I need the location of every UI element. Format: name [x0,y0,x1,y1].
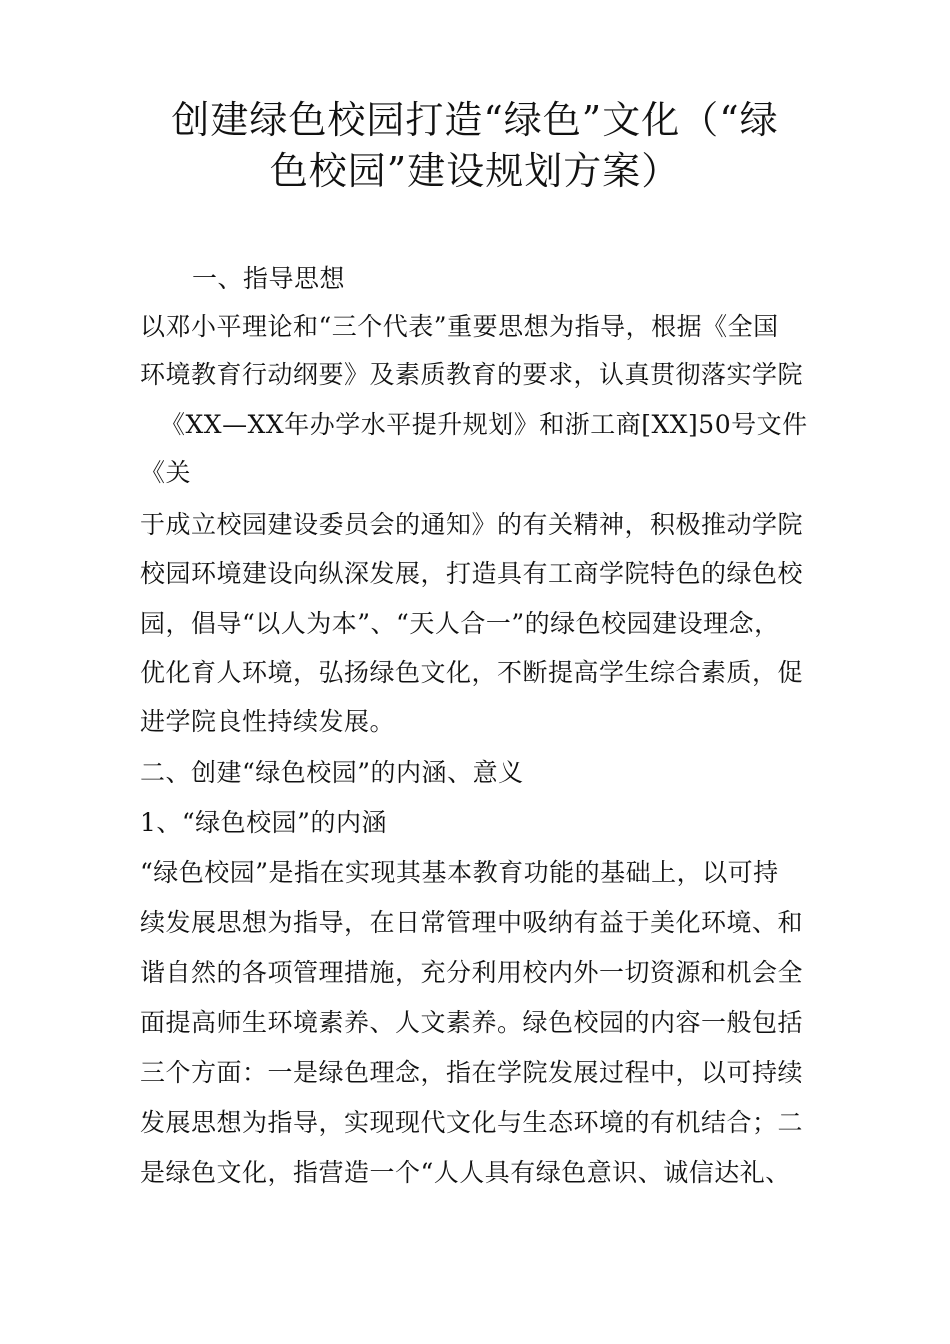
section-heading-guiding-ideology: 一、指导思想 [192,264,346,293]
paragraph-line: 以邓小平理论和“三个代表”重要思想为指导，根据《全国 [140,312,779,341]
paragraph-line: 三个方面：一是绿色理念，指在学院发展过程中，以可持续 [140,1058,804,1087]
paragraph-line: “绿色校园”是指在实现其基本教育功能的基础上，以可持 [140,858,779,887]
document-title-line-1: 创建绿色校园打造“绿色”文化（“绿 [171,98,779,142]
paragraph-line: 优化育人环境，弘扬绿色文化，不断提高学生综合素质，促 [140,658,804,687]
paragraph-line: 园，倡导“以人为本”、“天人合一”的绿色校园建设理念， [140,609,780,638]
paragraph-line: 谐自然的各项管理措施，充分利用校内外一切资源和机会全 [140,958,804,987]
paragraph-line: 校园环境建设向纵深发展，打造具有工商学院特色的绿色校 [140,559,804,588]
paragraph-line: 《XX—XX年办学水平提升规划》和浙工商[XX]50号文件 [160,410,808,439]
paragraph-line: 环境教育行动纲要》及素质教育的要求，认真贯彻落实学院 [140,360,804,389]
subsection-heading-connotation: 1、“绿色校园”的内涵 [140,808,387,837]
paragraph-line: 发展思想为指导，实现现代文化与生态环境的有机结合；二 [140,1108,804,1137]
paragraph-line: 面提高师生环境素养、人文素养。绿色校园的内容一般包括 [140,1008,804,1037]
paragraph-line: 《关 [140,458,192,487]
section-heading-connotation-significance: 二、创建“绿色校园”的内涵、意义 [140,758,524,787]
paragraph-line: 于成立校园建设委员会的通知》的有关精神，积极推动学院 [140,510,804,539]
paragraph-line: 是绿色文化，指营造一个“人人具有绿色意识、诚信达礼、 [140,1158,791,1187]
document-title-line-2: 色校园”建设规划方案） [269,149,681,193]
paragraph-line: 续发展思想为指导，在日常管理中吸纳有益于美化环境、和 [140,908,804,937]
paragraph-line: 进学院良性持续发展。 [140,707,396,736]
